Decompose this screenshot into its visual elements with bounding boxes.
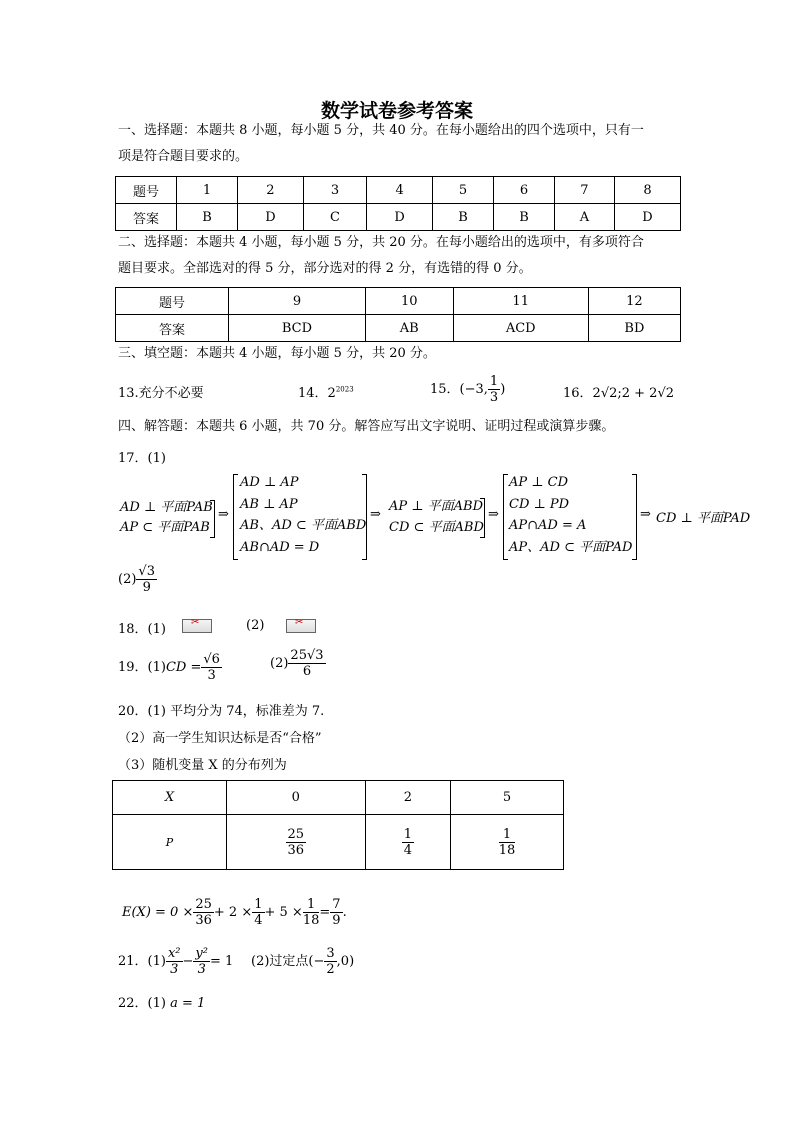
question-number: 4: [367, 177, 433, 204]
table-row: [116, 288, 681, 315]
page-title: 数学试卷参考答案: [320, 100, 473, 122]
q19-lhs: CD =: [165, 660, 202, 675]
q17-brace-2-right: [362, 474, 367, 560]
q17-brace-4-left: [503, 474, 508, 560]
expectation-lhs: E(X) = 0 ×: [122, 905, 194, 920]
table-row: [113, 815, 564, 870]
q21-point-open: (−: [308, 954, 325, 969]
p-denominator: 4: [403, 842, 412, 858]
section2-instructions-line2: 题目要求。全部选对的得 5 分，部分选对的得 2 分，有选错的得 0 分。: [118, 261, 532, 276]
expectation-mid-1: + 2 ×: [213, 905, 253, 920]
denominator: 3: [170, 962, 179, 977]
table-row: [116, 315, 681, 342]
q16-label: 16．: [563, 386, 593, 401]
q17-part2-label: (2): [118, 572, 137, 587]
q17-g2-line: AB、AD ⊂ 平面ABD: [240, 518, 367, 533]
x-value: 0: [227, 781, 366, 815]
p-fraction: [402, 827, 414, 858]
q20-distribution-table: [112, 780, 564, 870]
answer-cell: D: [367, 204, 433, 231]
numerator: 25: [195, 897, 212, 912]
q17-brace-3: [480, 498, 485, 538]
embedded-image-icon: [182, 619, 212, 633]
q21-label: 21．(1): [118, 954, 166, 969]
expectation-mid-2: + 5 ×: [264, 905, 303, 920]
q19-num-2: 25√3: [290, 648, 324, 663]
q15-close: ): [500, 382, 506, 397]
question-number: 8: [614, 177, 680, 204]
q17-group2: [240, 472, 366, 558]
q17-g3-line: AP ⊥ 平面ABD: [389, 499, 483, 514]
q17-g2-line: AB∩AD = D: [240, 539, 320, 555]
expectation-term-3: [303, 897, 320, 928]
numerator: y²: [195, 946, 208, 961]
q20-line3: （3）随机变量 X 的分布列为: [118, 758, 287, 773]
q20-line1: 20．(1) 平均分为 74，标准差为 7.: [118, 704, 325, 719]
x-value: 2: [365, 781, 450, 815]
q21-part1: [118, 946, 233, 977]
q19-part2: [270, 648, 326, 679]
table-row: [113, 781, 564, 815]
q17-g4-line: AP∩AD = A: [509, 518, 587, 533]
answer-cell: A: [554, 204, 614, 231]
expectation-term-1: [193, 897, 214, 928]
header-label: 题号: [116, 288, 229, 315]
x-value: 5: [451, 781, 564, 815]
embedded-image-icon: [286, 619, 316, 633]
q21-point-close: ,0): [336, 954, 355, 969]
question-number: 12: [588, 288, 680, 315]
q21-y-term: [193, 946, 210, 977]
question-number: 2: [237, 177, 303, 204]
x-header: X: [113, 781, 227, 815]
answer-cell: D: [237, 204, 303, 231]
q19-den-2: 6: [302, 664, 312, 679]
expectation-term-2: [252, 897, 264, 928]
q22-value: a = 1: [170, 996, 206, 1011]
q19-label: 19．(1): [118, 660, 166, 675]
answer-label: 答案: [116, 315, 229, 342]
q17-g2-line: AB ⊥ AP: [240, 496, 298, 512]
answer-label: 答案: [116, 204, 177, 231]
denominator: 3: [197, 962, 206, 977]
q17-result: CD ⊥ 平面PAD: [656, 511, 751, 526]
q17-g4-line: CD ⊥ PD: [509, 496, 570, 512]
numerator: 3: [326, 946, 335, 961]
numerator: 7: [332, 897, 341, 912]
table-row: [116, 204, 681, 231]
q15-answer: [430, 374, 505, 405]
q17-arrow-4: ⇒: [640, 507, 651, 522]
question-number: 7: [554, 177, 614, 204]
section2-instructions-line1: 二、选择题：本题共 4 小题，每小题 5 分，共 20 分。在每小题给出的选项中，有多项符合: [118, 235, 644, 250]
numerator: x²: [167, 946, 181, 961]
p-fraction: [499, 827, 516, 858]
answer-cell: BCD: [229, 315, 366, 342]
p-header: P: [113, 815, 227, 870]
q19-label-2: (2): [270, 656, 289, 671]
answer-cell: BD: [588, 315, 680, 342]
q13-answer: 13.充分不必要: [118, 386, 204, 401]
q21-x-term: [166, 946, 183, 977]
q16-part-b: ;2 + 2√2: [617, 386, 675, 401]
p-fraction: [286, 827, 307, 858]
denominator: 2: [326, 962, 335, 977]
q17-g3-line: CD ⊂ 平面ABD: [389, 520, 484, 535]
q15-open: (−3,: [459, 382, 488, 397]
question-number: 9: [229, 288, 366, 315]
question-number: 3: [303, 177, 366, 204]
q17-group4: [509, 472, 632, 558]
q14-exponent: 2023: [335, 385, 354, 394]
p-numerator: 25: [287, 826, 305, 842]
question-number: 10: [365, 288, 453, 315]
q22-answer: [118, 992, 205, 1011]
p-value: [227, 815, 366, 870]
answer-cell: B: [433, 204, 494, 231]
q17-g2-line: AD ⊥ AP: [240, 475, 299, 490]
expectation-result: [330, 897, 342, 928]
denominator: 18: [302, 913, 320, 928]
expectation-equals: =: [319, 905, 331, 920]
q14-base: 2: [327, 386, 336, 401]
q17-g4-line: AP ⊥ CD: [509, 475, 568, 490]
q22-label: 22．(1): [118, 996, 166, 1011]
q20-line2: （2）高一学生知识达标是否“合格”: [118, 731, 322, 746]
q17-brace-1: [210, 500, 215, 538]
answer-cell: B: [177, 204, 238, 231]
q17-group3: [389, 496, 484, 538]
p-value: [365, 815, 450, 870]
q18-label: 18．(1): [118, 622, 166, 637]
q19-fraction-2: [288, 648, 325, 679]
q17-arrow-3: ⇒: [488, 507, 499, 522]
q21-part2: [251, 946, 354, 977]
q15-label: 15．: [430, 382, 460, 397]
section2-answer-table: [115, 287, 681, 342]
answer-cell: D: [614, 204, 680, 231]
q17-arrow-1: ⇒: [218, 507, 229, 522]
answer-cell: AB: [365, 315, 453, 342]
q17-part2-numerator: √3: [138, 564, 155, 579]
p-denominator: 36: [287, 842, 305, 858]
question-number: 6: [494, 177, 555, 204]
p-numerator: 1: [499, 827, 516, 843]
answer-cell: B: [494, 204, 555, 231]
answer-cell: ACD: [453, 315, 588, 342]
p-numerator: 1: [403, 826, 412, 842]
q21-point-fraction: [324, 946, 336, 977]
q16-part-a: 2√2: [592, 386, 618, 401]
q15-fraction: [488, 374, 500, 405]
answer-cell: C: [303, 204, 366, 231]
p-denominator: 18: [498, 842, 516, 858]
q15-denominator: 3: [489, 390, 499, 405]
denominator: 36: [195, 913, 212, 928]
section3-instructions: 三、填空题：本题共 4 小题，每小题 5 分，共 20 分。: [118, 346, 436, 361]
section1-answer-table: [115, 176, 681, 231]
q17-part2-fraction: [136, 564, 157, 595]
q19-fraction-1: [201, 652, 222, 683]
numerator: 1: [254, 897, 263, 912]
section1-instructions-line2: 项是符合题目要求的。: [118, 149, 249, 164]
denominator: 9: [332, 913, 341, 928]
q15-numerator: 1: [489, 374, 499, 389]
p-value: [451, 815, 564, 870]
section1-instructions-line1: 一、选择题：本题共 8 小题，每小题 5 分，共 40 分。在每小题给出的四个选项中，只有一: [118, 123, 644, 138]
q19-num-1: √6: [203, 652, 220, 667]
q14-label: 14．: [298, 386, 328, 401]
q17-g1-line: AP ⊂ 平面PAB: [120, 520, 210, 535]
q17-brace-4-right: [632, 474, 637, 560]
q14-answer: [298, 382, 354, 401]
q16-answer: [563, 382, 674, 401]
q17-label: 17．(1): [118, 451, 166, 466]
q21-minus: −: [182, 954, 194, 969]
q17-arrow-2: ⇒: [370, 507, 381, 522]
denominator: 4: [254, 913, 263, 928]
q17-group1: [120, 498, 213, 538]
q18-label-2: (2): [246, 618, 265, 633]
q21-equals: = 1: [209, 954, 234, 969]
q17-g4-line: AP、AD ⊂ 平面PAD: [509, 539, 633, 555]
question-number: 5: [433, 177, 494, 204]
q19-den-1: 3: [207, 668, 216, 683]
q17-g1-line: AD ⊥ 平面PAB: [120, 500, 213, 515]
q20-expectation: [122, 897, 347, 928]
q17-part2: [118, 564, 157, 595]
expectation-end: .: [342, 905, 347, 920]
q21-label-2: (2)过定点: [251, 954, 309, 969]
question-number: 1: [177, 177, 238, 204]
numerator: 1: [303, 897, 320, 913]
q17-brace-2-left: [233, 474, 238, 560]
header-label: 题号: [116, 177, 177, 204]
section4-instructions: 四、解答题：本题共 6 小题，共 70 分。解答应写出文字说明、证明过程或演算步骤。: [118, 419, 615, 434]
q17-part2-denominator: 9: [142, 580, 151, 595]
q19-part1: [118, 652, 222, 683]
question-number: 11: [453, 288, 588, 315]
table-row: [116, 177, 681, 204]
